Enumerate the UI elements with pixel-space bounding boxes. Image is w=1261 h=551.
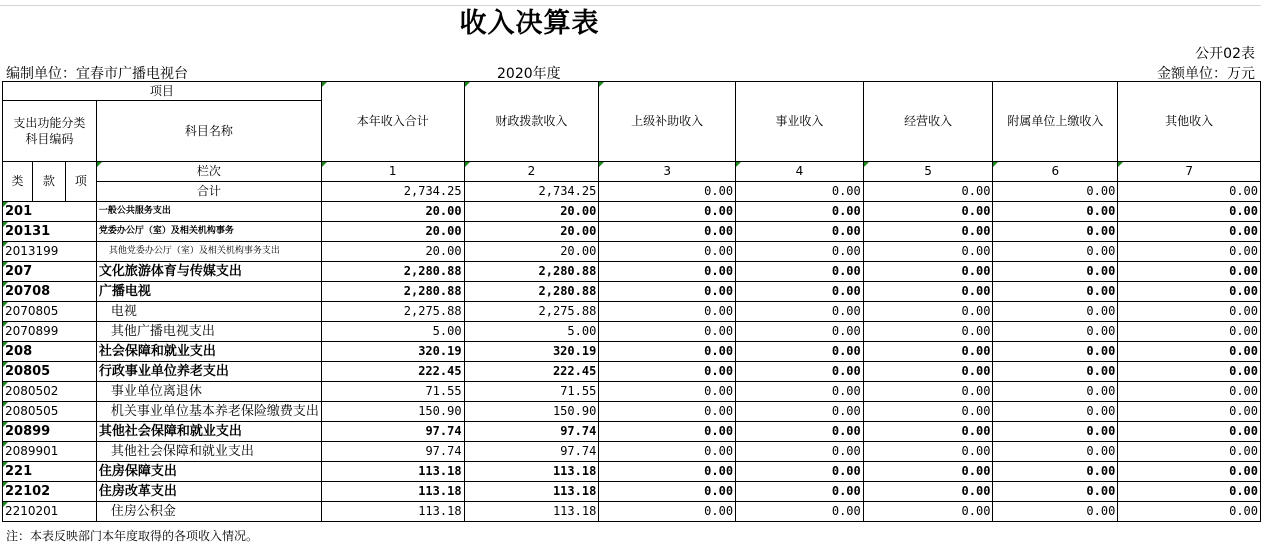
row-value: 0.00 xyxy=(863,202,993,222)
row-value: 0.00 xyxy=(599,302,736,322)
row-value: 0.00 xyxy=(736,382,864,402)
row-value: 0.00 xyxy=(1118,402,1261,422)
row-value: 0.00 xyxy=(863,362,993,382)
row-name: 其他广播电视支出 xyxy=(96,322,321,342)
table-row xyxy=(3,462,1261,482)
row-code: 201 xyxy=(3,202,97,222)
row-value: 0.00 xyxy=(863,482,993,502)
total-value: 0.00 xyxy=(1118,182,1261,202)
row-value: 0.00 xyxy=(736,342,864,362)
amount-unit: 金额单位：万元 xyxy=(1157,66,1255,82)
row-name: 一般公共服务支出 xyxy=(96,202,321,222)
row-value: 0.00 xyxy=(863,282,993,302)
row-value: 0.00 xyxy=(993,482,1118,502)
row-value: 2,275.88 xyxy=(321,302,464,322)
table-row xyxy=(3,282,1261,302)
row-value: 0.00 xyxy=(1118,242,1261,262)
row-value: 0.00 xyxy=(863,322,993,342)
header-col-6: 附属单位上缴收入 xyxy=(993,82,1118,162)
row-name: 住房改革支出 xyxy=(96,482,321,502)
row-value: 97.74 xyxy=(321,422,464,442)
row-name: 其他党委办公厅（室）及相关机构事务支出 xyxy=(96,242,321,262)
table-row xyxy=(3,202,1261,222)
row-value: 320.19 xyxy=(464,342,599,362)
row-value: 0.00 xyxy=(1118,362,1261,382)
row-value: 0.00 xyxy=(1118,462,1261,482)
row-value: 0.00 xyxy=(993,422,1118,442)
form-number: 公开02表 xyxy=(1195,46,1255,62)
header-row-item xyxy=(3,82,1261,101)
col-number: 6 xyxy=(993,162,1118,182)
total-value: 0.00 xyxy=(599,182,736,202)
row-value: 222.45 xyxy=(464,362,599,382)
row-value: 150.90 xyxy=(464,402,599,422)
row-code: 2013199 xyxy=(3,242,97,262)
col-number: 7 xyxy=(1118,162,1261,182)
row-value: 113.18 xyxy=(464,462,599,482)
row-code: 2080505 xyxy=(3,402,97,422)
row-value: 0.00 xyxy=(599,462,736,482)
row-value: 113.18 xyxy=(464,502,599,522)
row-value: 2,280.88 xyxy=(321,282,464,302)
header-col-4: 事业收入 xyxy=(736,82,864,162)
row-value: 0.00 xyxy=(736,422,864,442)
row-value: 0.00 xyxy=(1118,222,1261,242)
total-value: 0.00 xyxy=(736,182,864,202)
row-code: 20899 xyxy=(3,422,97,442)
row-value: 0.00 xyxy=(736,262,864,282)
row-code: 221 xyxy=(3,462,97,482)
row-value: 0.00 xyxy=(736,362,864,382)
report-year: 2020年度 xyxy=(497,66,561,82)
row-value: 0.00 xyxy=(863,342,993,362)
col-number: 3 xyxy=(599,162,736,182)
row-value: 71.55 xyxy=(464,382,599,402)
row-value: 0.00 xyxy=(599,442,736,462)
total-label: 合计 xyxy=(96,182,321,202)
row-code: 2070899 xyxy=(3,322,97,342)
row-value: 2,280.88 xyxy=(464,262,599,282)
row-value: 0.00 xyxy=(599,242,736,262)
table-row xyxy=(3,342,1261,362)
row-value: 0.00 xyxy=(599,482,736,502)
row-value: 0.00 xyxy=(993,342,1118,362)
row-value: 0.00 xyxy=(1118,262,1261,282)
header-xiang: 项 xyxy=(65,162,96,202)
header-col-5: 经营收入 xyxy=(863,82,993,162)
row-value: 0.00 xyxy=(863,302,993,322)
row-code: 20708 xyxy=(3,282,97,302)
row-value: 0.00 xyxy=(863,442,993,462)
row-value: 0.00 xyxy=(993,302,1118,322)
col-number: 5 xyxy=(863,162,993,182)
row-value: 97.74 xyxy=(321,442,464,462)
col-number: 2 xyxy=(464,162,599,182)
row-value: 0.00 xyxy=(993,202,1118,222)
row-value: 0.00 xyxy=(599,202,736,222)
row-name: 电视 xyxy=(96,302,321,322)
row-value: 0.00 xyxy=(1118,282,1261,302)
row-code: 2080502 xyxy=(3,382,97,402)
footnote: 注：本表反映部门本年度取得的各项收入情况。 xyxy=(6,529,259,543)
row-value: 113.18 xyxy=(321,462,464,482)
col-number: 4 xyxy=(736,162,864,182)
row-value: 20.00 xyxy=(321,202,464,222)
row-value: 97.74 xyxy=(464,422,599,442)
row-name: 文化旅游体育与传媒支出 xyxy=(96,262,321,282)
table-row xyxy=(3,302,1261,322)
table-row xyxy=(3,242,1261,262)
header-col-3: 上级补助收入 xyxy=(599,82,736,162)
row-value: 0.00 xyxy=(599,342,736,362)
row-value: 0.00 xyxy=(993,442,1118,462)
row-value: 0.00 xyxy=(993,402,1118,422)
row-value: 0.00 xyxy=(599,282,736,302)
row-name: 广播电视 xyxy=(96,282,321,302)
row-name: 行政事业单位养老支出 xyxy=(96,362,321,382)
row-value: 222.45 xyxy=(321,362,464,382)
row-value: 0.00 xyxy=(1118,202,1261,222)
row-value: 0.00 xyxy=(1118,322,1261,342)
row-value: 0.00 xyxy=(736,282,864,302)
row-name: 其他社会保障和就业支出 xyxy=(96,442,321,462)
row-value: 0.00 xyxy=(599,422,736,442)
table-row xyxy=(3,442,1261,462)
table-row xyxy=(3,502,1261,522)
table-row xyxy=(3,422,1261,442)
row-value: 113.18 xyxy=(464,482,599,502)
total-row xyxy=(3,182,1261,202)
row-name: 其他社会保障和就业支出 xyxy=(96,422,321,442)
row-value: 0.00 xyxy=(736,442,864,462)
row-value: 0.00 xyxy=(863,462,993,482)
row-value: 5.00 xyxy=(464,322,599,342)
row-value: 0.00 xyxy=(1118,422,1261,442)
row-value: 20.00 xyxy=(464,202,599,222)
header-lei: 类 xyxy=(3,162,33,202)
row-name: 社会保障和就业支出 xyxy=(96,342,321,362)
row-value: 0.00 xyxy=(736,322,864,342)
row-value: 0.00 xyxy=(1118,382,1261,402)
row-code: 2070805 xyxy=(3,302,97,322)
row-value: 97.74 xyxy=(464,442,599,462)
row-value: 0.00 xyxy=(863,242,993,262)
row-value: 20.00 xyxy=(321,222,464,242)
row-value: 2,280.88 xyxy=(321,262,464,282)
table-row xyxy=(3,322,1261,342)
table-row xyxy=(3,222,1261,242)
row-value: 0.00 xyxy=(993,322,1118,342)
header-code-label: 支出功能分类 科目编码 xyxy=(3,101,97,162)
row-value: 0.00 xyxy=(863,502,993,522)
row-code: 208 xyxy=(3,342,97,362)
row-code: 22102 xyxy=(3,482,97,502)
col-number: 1 xyxy=(321,162,464,182)
table-row xyxy=(3,402,1261,422)
row-value: 71.55 xyxy=(321,382,464,402)
row-value: 0.00 xyxy=(599,222,736,242)
row-value: 0.00 xyxy=(993,362,1118,382)
row-value: 0.00 xyxy=(1118,502,1261,522)
row-name: 机关事业单位基本养老保险缴费支出 xyxy=(96,402,321,422)
row-value: 0.00 xyxy=(599,502,736,522)
header-col-7: 其他收入 xyxy=(1118,82,1261,162)
row-value: 0.00 xyxy=(599,322,736,342)
row-value: 0.00 xyxy=(993,462,1118,482)
row-code: 20805 xyxy=(3,362,97,382)
row-value: 2,275.88 xyxy=(464,302,599,322)
row-value: 0.00 xyxy=(863,222,993,242)
row-value: 0.00 xyxy=(993,222,1118,242)
row-code: 2210201 xyxy=(3,502,97,522)
row-value: 0.00 xyxy=(599,382,736,402)
header-col-2: 财政拨款收入 xyxy=(464,82,599,162)
table-row xyxy=(3,482,1261,502)
row-value: 0.00 xyxy=(736,302,864,322)
row-value: 20.00 xyxy=(321,242,464,262)
row-value: 0.00 xyxy=(599,362,736,382)
table-row xyxy=(3,362,1261,382)
row-value: 0.00 xyxy=(599,262,736,282)
total-value: 0.00 xyxy=(993,182,1118,202)
row-value: 0.00 xyxy=(993,262,1118,282)
header-row-lanci xyxy=(3,162,1261,182)
table-row xyxy=(3,262,1261,282)
row-code: 2089901 xyxy=(3,442,97,462)
row-name: 住房公积金 xyxy=(96,502,321,522)
header-item: 项目 xyxy=(3,82,322,101)
row-value: 0.00 xyxy=(1118,482,1261,502)
row-name: 住房保障支出 xyxy=(96,462,321,482)
row-value: 0.00 xyxy=(1118,442,1261,462)
row-value: 0.00 xyxy=(993,242,1118,262)
row-value: 0.00 xyxy=(736,502,864,522)
row-code: 207 xyxy=(3,262,97,282)
row-value: 0.00 xyxy=(1118,342,1261,362)
row-value: 0.00 xyxy=(993,382,1118,402)
row-name: 党委办公厅（室）及相关机构事务 xyxy=(96,222,321,242)
row-value: 0.00 xyxy=(863,262,993,282)
row-value: 113.18 xyxy=(321,482,464,502)
header-kuan: 款 xyxy=(32,162,65,202)
row-value: 0.00 xyxy=(736,402,864,422)
row-value: 0.00 xyxy=(736,482,864,502)
table-row xyxy=(3,382,1261,402)
row-value: 20.00 xyxy=(464,242,599,262)
row-value: 0.00 xyxy=(736,462,864,482)
row-value: 0.00 xyxy=(863,382,993,402)
header-col-1: 本年收入合计 xyxy=(321,82,464,162)
row-value: 0.00 xyxy=(993,502,1118,522)
row-value: 0.00 xyxy=(863,422,993,442)
compiling-unit: 编制单位：宜春市广播电视台 xyxy=(6,66,188,82)
row-value: 0.00 xyxy=(863,402,993,422)
row-value: 5.00 xyxy=(321,322,464,342)
row-value: 113.18 xyxy=(321,502,464,522)
income-table xyxy=(2,81,1261,522)
row-value: 0.00 xyxy=(736,242,864,262)
row-value: 0.00 xyxy=(993,282,1118,302)
row-code: 20131 xyxy=(3,222,97,242)
total-value: 0.00 xyxy=(863,182,993,202)
total-value: 2,734.25 xyxy=(321,182,464,202)
row-value: 20.00 xyxy=(464,222,599,242)
row-value: 0.00 xyxy=(736,202,864,222)
row-value: 2,280.88 xyxy=(464,282,599,302)
row-value: 150.90 xyxy=(321,402,464,422)
row-value: 0.00 xyxy=(736,222,864,242)
row-value: 0.00 xyxy=(1118,302,1261,322)
row-name: 事业单位离退休 xyxy=(96,382,321,402)
header-name-label: 科目名称 xyxy=(96,101,321,162)
row-value: 0.00 xyxy=(599,402,736,422)
header-lanci: 栏次 xyxy=(96,162,321,182)
total-value: 2,734.25 xyxy=(464,182,599,202)
row-value: 320.19 xyxy=(321,342,464,362)
report-title: 收入决算表 xyxy=(459,8,600,39)
